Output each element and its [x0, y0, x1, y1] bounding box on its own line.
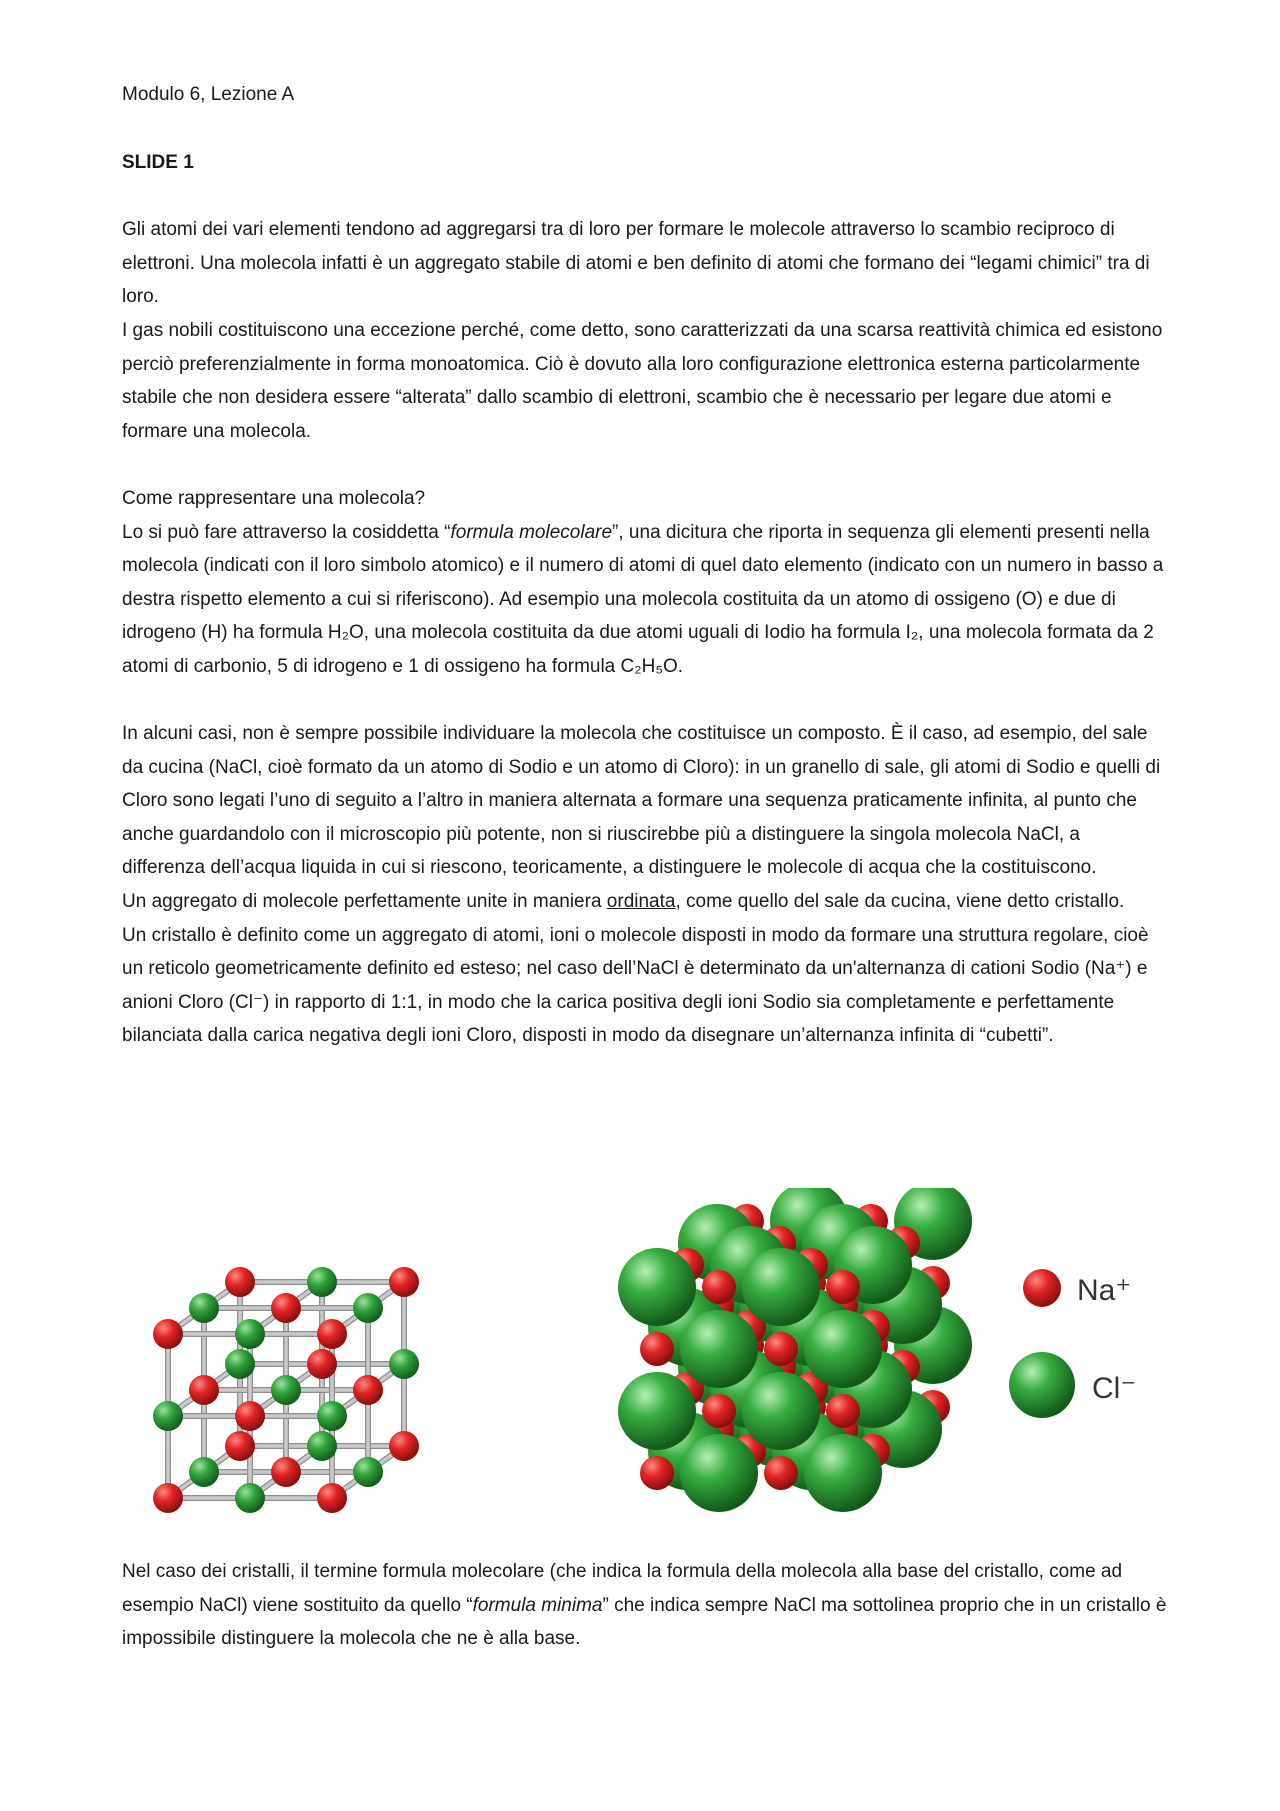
na-ion — [764, 1332, 798, 1366]
cl-ion — [307, 1431, 337, 1461]
cl-ion — [189, 1457, 219, 1487]
closing-section — [122, 1555, 1167, 1656]
term-formula-molecolare: formula molecolare — [450, 521, 613, 543]
legend-na-label: Na⁺ — [1077, 1274, 1132, 1307]
paragraph-molecules-intro: Gli atomi dei vari elementi tendono ad aggregarsi tra di loro per formare le molecole attraverso lo scambio reciproco di elettroni. Una molecola infatti è un aggregato stabile di atomi e ben definito di atomi che formano dei “legami chimici” tra di loro. — [122, 219, 1150, 308]
cl-ion — [389, 1349, 419, 1379]
legend-na-sphere — [1023, 1269, 1061, 1307]
cl-ion — [618, 1372, 696, 1450]
na-ion — [640, 1332, 674, 1366]
na-ion — [153, 1483, 183, 1513]
na-ion — [189, 1375, 219, 1405]
legend-cl-label: Cl⁻ — [1092, 1372, 1137, 1405]
na-ion — [307, 1349, 337, 1379]
nacl-crystal-illustration — [122, 1188, 1167, 1528]
na-ion — [317, 1319, 347, 1349]
na-ion — [235, 1401, 265, 1431]
na-ion — [153, 1319, 183, 1349]
na-ion — [225, 1431, 255, 1461]
na-ion — [317, 1483, 347, 1513]
legend — [1009, 1269, 1136, 1418]
na-ion — [389, 1431, 419, 1461]
na-ion — [640, 1456, 674, 1490]
document-body — [122, 78, 1167, 1053]
space-filling-model — [618, 1188, 972, 1512]
document-header: Modulo 6, Lezione A — [122, 84, 295, 105]
term-ordinata: ordinata — [606, 891, 676, 913]
cl-ion — [235, 1483, 265, 1513]
nacl-crystal-figure — [122, 1188, 1167, 1528]
na-ion — [271, 1457, 301, 1487]
cl-ion — [271, 1375, 301, 1405]
slide-title: SLIDE 1 — [122, 151, 194, 173]
cl-ion — [153, 1401, 183, 1431]
na-ion — [826, 1270, 860, 1304]
paragraph-formula-minima: Nel caso dei cristalli, il termine formula molecolare (che indica la formula della molecola alla base del cristallo, come ad esempio NaCl) viene sostituito da quello “formula minima” che indica sempre NaCl ma sottolinea proprio che in un cristallo è impossibile distinguere la molecola che ne è alla base. — [122, 1561, 1167, 1650]
question-heading: Come rappresentare una molecola? — [122, 487, 426, 509]
cl-ion — [189, 1293, 219, 1323]
cl-ion — [317, 1401, 347, 1431]
na-ion — [764, 1456, 798, 1490]
na-ion — [389, 1267, 419, 1297]
cl-ion — [680, 1434, 758, 1512]
cl-ion — [307, 1267, 337, 1297]
na-ion — [702, 1270, 736, 1304]
cl-ion — [225, 1349, 255, 1379]
lattice-model — [153, 1267, 419, 1513]
cl-ion — [742, 1372, 820, 1450]
na-ion — [826, 1394, 860, 1428]
cl-ion — [742, 1248, 820, 1326]
cl-ion — [353, 1293, 383, 1323]
cl-ion — [804, 1310, 882, 1388]
cl-ion — [804, 1434, 882, 1512]
paragraph-salt-example: In alcuni casi, non è sempre possibile individuare la molecola che costituisce un composto. È il caso, ad esempio, del sale da cucina (NaCl, cioè formato da un atomo di Sodio e un atomo di Cloro): in un granello di sale, gli atomi di Sodio e quelli di Cloro sono legati l’uno di seguito a l’altro in maniera alternata a formare una sequenza praticamente infinita, al punto che anche guardandolo con il microscopio più potente, non si riuscirebbe più a distinguere la singola molecola NaCl, a differenza dell’acqua liquida in cui si riescono, teoricamente, a distinguere le molecole di acqua che la costituiscono. — [122, 723, 1161, 879]
cl-ion — [353, 1457, 383, 1487]
paragraph-noble-gases: I gas nobili costituiscono una eccezione perché, come detto, sono caratterizzati da una scarsa reattività chimica ed esistono perciò preferenzialmente in forma monoatomica. Ciò è dovuto alla loro configurazione elettronica esterna particolarmente stabile che non desidera essere “alterata” dallo scambio di elettroni, scambio che è necessario per legare due atomi e formare una molecola. — [122, 319, 1163, 442]
na-ion — [225, 1267, 255, 1297]
paragraph-crystal-definition: Un aggregato di molecole perfettamente unite in maniera ordinata, come quello del sale da cucina, viene detto cristallo. — [122, 891, 1125, 913]
paragraph-crystal-lattice: Un cristallo è definito come un aggregato di atomi, ioni o molecole disposti in modo da formare una struttura regolare, cioè un reticolo geometricamente definito ed esteso; nel caso dell’NaCl è determinato da un'alternanza di cationi Sodio (Na⁺) e anioni Cloro (Cl⁻) in rapporto di 1:1, in modo che la carica positiva degli ioni Sodio sia completamente e perfettamente bilanciata dalla carica negativa degli ioni Cloro, disposti in modo da disegnare un’alternanza infinita di “cubetti”. — [122, 924, 1149, 1047]
cl-ion — [680, 1310, 758, 1388]
cl-ion — [618, 1248, 696, 1326]
paragraph-molecular-formula: Lo si può fare attraverso la cosiddetta “formula molecolare”, una dicitura che riporta in sequenza gli elementi presenti nella molecola (indicati con il loro simbolo atomico) e il numero di atomi di quel dato elemento (indicato con un numero in basso a destra rispetto elemento a cui si riferiscono). Ad esempio una molecola costituita da un atomo di ossigeno (O) e due di idrogeno (H) ha formula H₂O, una molecola costituita da due atomi uguali di Iodio ha formula I₂, una molecola formata da 2 atomi di carbonio, 5 di idrogeno e 1 di ossigeno ha formula C₂H₅O. — [122, 521, 1164, 677]
na-ion — [702, 1394, 736, 1428]
term-formula-minima: formula minima — [472, 1594, 603, 1616]
na-ion — [353, 1375, 383, 1405]
cl-ion — [235, 1319, 265, 1349]
na-ion — [271, 1293, 301, 1323]
legend-cl-sphere — [1009, 1352, 1075, 1418]
